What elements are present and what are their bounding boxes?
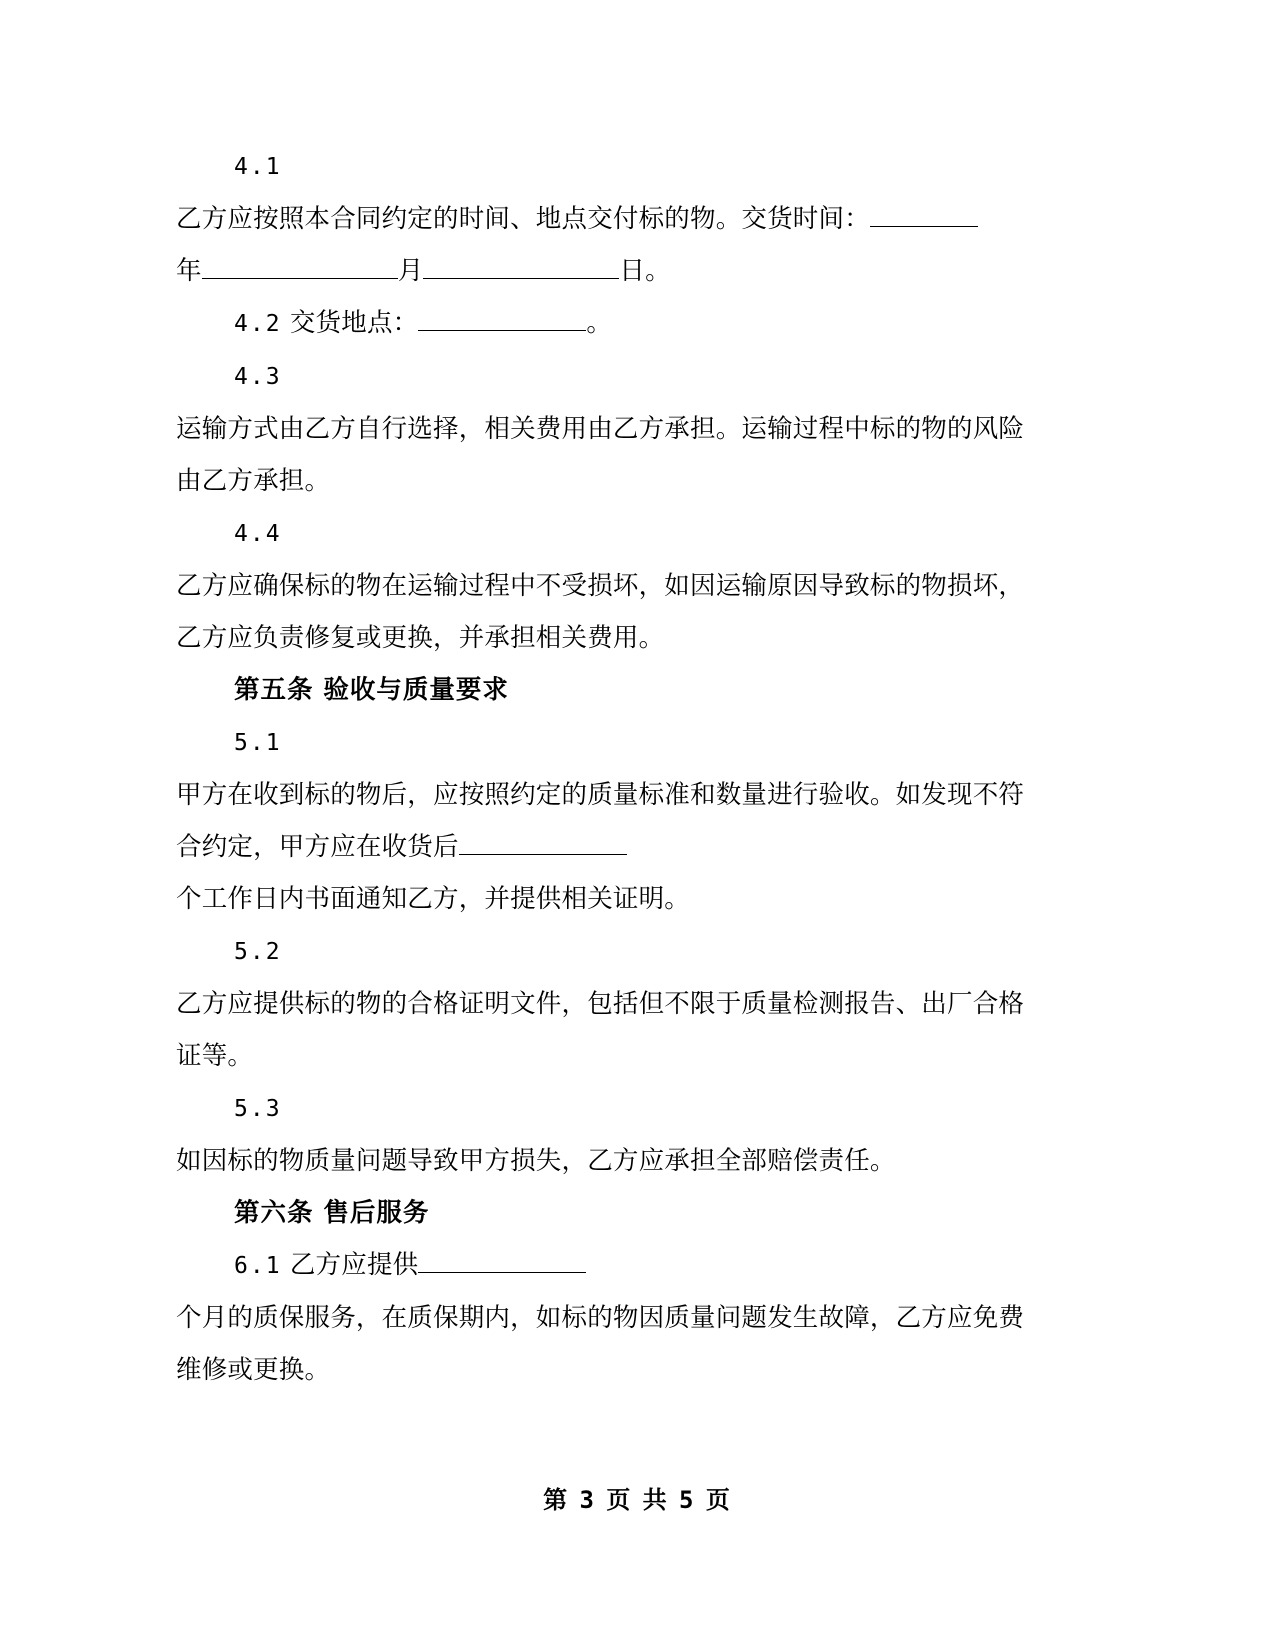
clause-text-year: 年 bbox=[176, 256, 202, 286]
clause-text-4-4: 乙方应确保标的物在运输过程中不受损坏，如因运输原因导致标的物损坏，乙方应负责修复或更换，并承担相关费用。 bbox=[176, 571, 1025, 653]
clause-text: 乙方应按照本合同约定的时间、地点交付标的物。交货时间： bbox=[176, 204, 870, 234]
clause-number-label: 4.2 bbox=[234, 311, 282, 337]
footer-current-page: 3 bbox=[579, 1486, 596, 1514]
footer-prefix: 第 bbox=[543, 1485, 570, 1514]
blank-field-year-value[interactable] bbox=[202, 254, 398, 279]
clause-number-5-3 bbox=[176, 1082, 1036, 1135]
clause-text-end: 。 bbox=[586, 308, 613, 338]
clause-text: 乙方应提供 bbox=[289, 1250, 419, 1280]
clause-6-1 bbox=[176, 1239, 1036, 1292]
clause-text-month: 月 bbox=[397, 256, 424, 286]
footer-middle: 页 共 bbox=[606, 1485, 669, 1514]
clause-number-label: 4.1 bbox=[234, 154, 282, 180]
clause-number-4-3 bbox=[176, 350, 1036, 403]
footer-total-pages: 5 bbox=[679, 1486, 696, 1514]
clause-text-5-3: 如因标的物质量问题导致甲方损失，乙方应承担全部赔偿责任。 bbox=[176, 1146, 896, 1176]
clause-text-5-1 bbox=[176, 769, 1036, 925]
section-heading-6: 第六条 售后服务 bbox=[234, 1198, 430, 1228]
clause-number-label: 4.3 bbox=[234, 364, 282, 390]
blank-field-delivery-place[interactable] bbox=[418, 306, 586, 331]
section-heading-5: 第五条 验收与质量要求 bbox=[234, 675, 509, 705]
blank-field-delivery-year[interactable] bbox=[870, 202, 978, 227]
clause-number-label: 5.1 bbox=[234, 730, 282, 756]
clause-number-label: 5.2 bbox=[234, 939, 282, 965]
clause-text-end: 个工作日内书面通知乙方，并提供相关证明。 bbox=[176, 884, 691, 914]
clause-text: 交货地点： bbox=[289, 308, 419, 338]
page-footer bbox=[0, 1480, 1275, 1515]
blank-field-workdays[interactable] bbox=[459, 830, 627, 855]
clause-4-2 bbox=[176, 297, 1036, 350]
clause-number-label: 4.4 bbox=[234, 521, 282, 547]
clause-number-label: 5.3 bbox=[234, 1096, 282, 1122]
clause-number-4-1 bbox=[176, 140, 1036, 193]
footer-suffix: 页 bbox=[705, 1485, 732, 1514]
clause-text-4-1 bbox=[176, 193, 1036, 297]
document-body bbox=[176, 140, 1036, 1396]
clause-text: 甲方在收到标的物后，应按照约定的质量标准和数量进行验收。如发现不符合约定，甲方应在收货后 bbox=[176, 780, 1025, 862]
clause-text-day: 日。 bbox=[619, 256, 671, 286]
clause-number-5-2 bbox=[176, 925, 1036, 978]
clause-number-5-1 bbox=[176, 716, 1036, 769]
blank-field-month-value[interactable] bbox=[423, 254, 619, 279]
blank-field-warranty-months[interactable] bbox=[418, 1248, 586, 1273]
clause-text-4-3: 运输方式由乙方自行选择，相关费用由乙方承担。运输过程中标的物的风险由乙方承担。 bbox=[176, 414, 1025, 496]
clause-text-5-2: 乙方应提供标的物的合格证明文件，包括但不限于质量检测报告、出厂合格证等。 bbox=[176, 989, 1025, 1071]
clause-number-4-4 bbox=[176, 507, 1036, 560]
clause-text-6-1-continued: 个月的质保服务，在质保期内，如标的物因质量问题发生故障，乙方应免费维修或更换。 bbox=[176, 1303, 1025, 1385]
clause-number-label: 6.1 bbox=[234, 1253, 282, 1279]
